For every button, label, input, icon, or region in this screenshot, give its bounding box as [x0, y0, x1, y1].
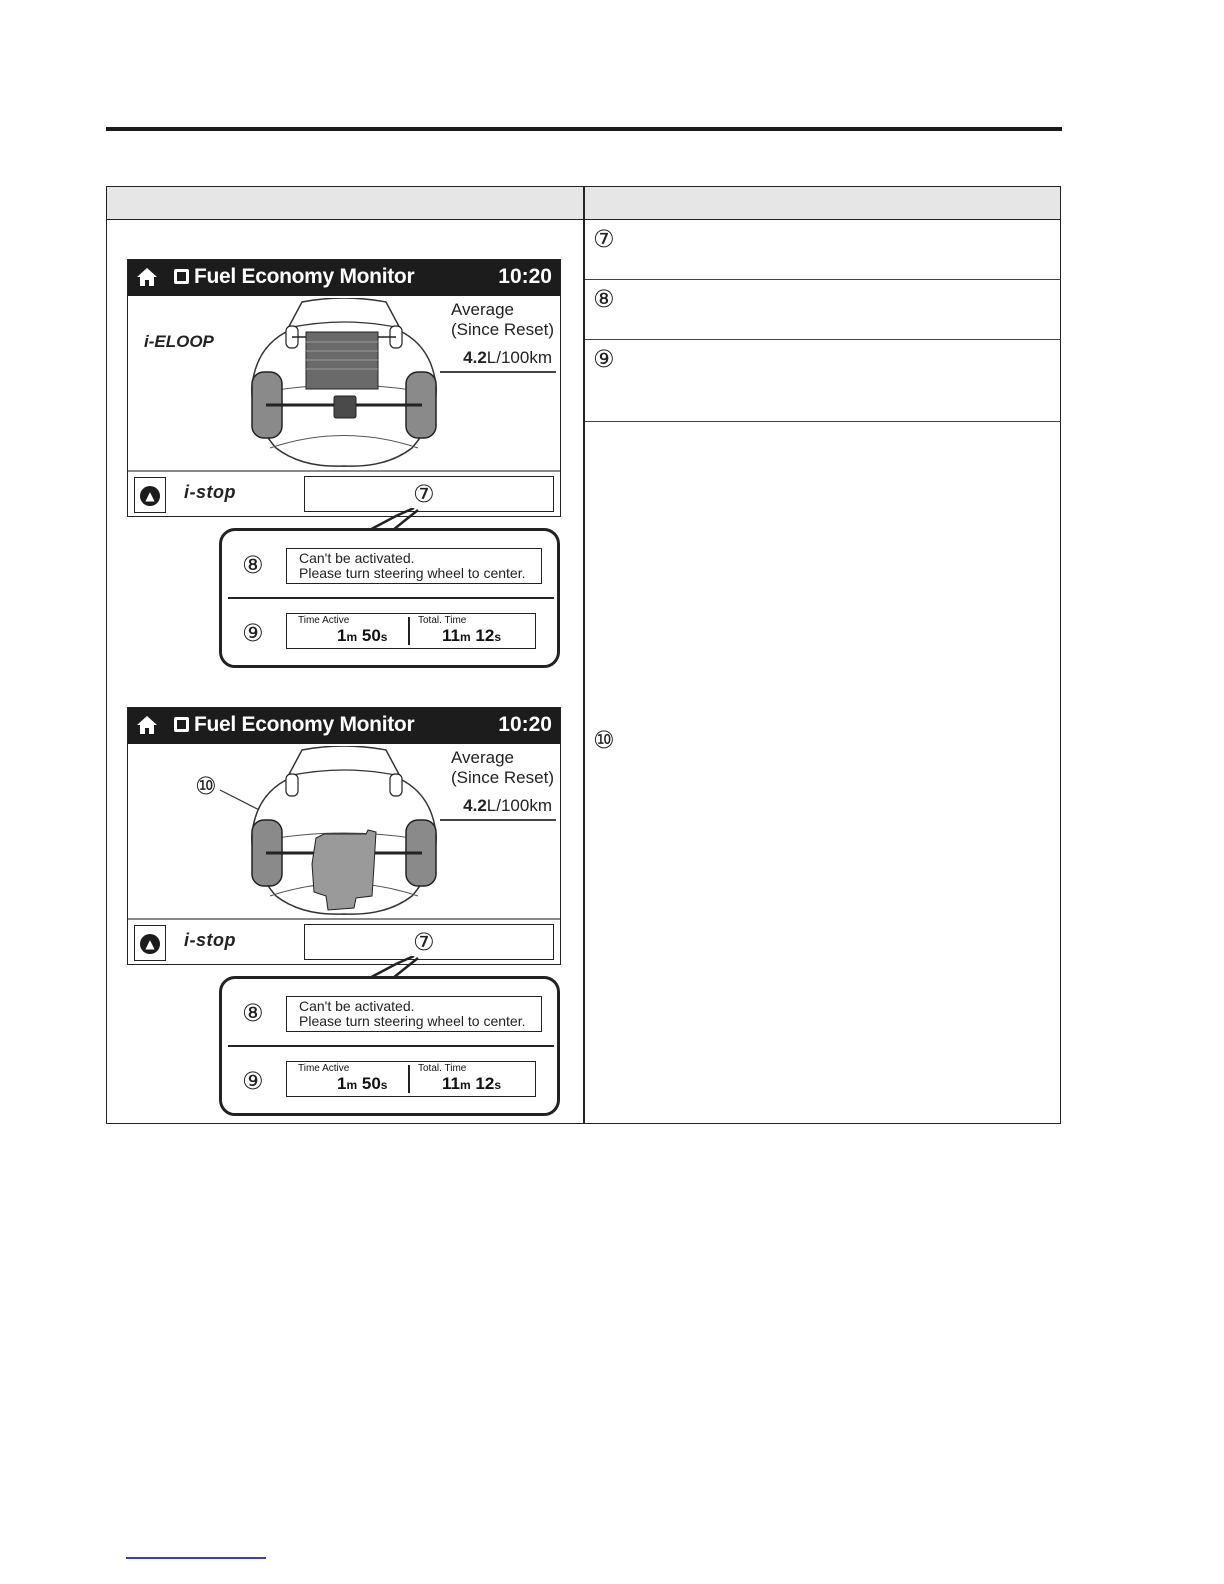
app-icon [174, 717, 189, 732]
time-divider [408, 617, 410, 645]
total-time-label: Total. Time [418, 615, 467, 626]
item-number-7: ⑦ [413, 928, 435, 956]
warning-message: Can't be activated. Please turn steering wheel to center. [286, 548, 542, 584]
item-number-9: ⑨ [242, 619, 264, 647]
clock: 10:20 [498, 265, 552, 288]
time-divider [408, 1065, 410, 1093]
i-stop-detail-callout-1 [219, 528, 560, 668]
item-number-7: ⑦ [593, 225, 615, 253]
average-underline [440, 819, 556, 821]
bottom-divider [128, 918, 560, 920]
average-label: Average (Since Reset) [451, 748, 554, 787]
average-value: 4.2L/100km [463, 796, 552, 815]
chevron-up-icon: ▲ [140, 486, 160, 506]
item-number-10: ⑩ [195, 772, 217, 800]
item-number-8: ⑧ [242, 551, 264, 579]
item-number-10: ⑩ [593, 726, 615, 754]
fuel-economy-screen-2 [127, 707, 561, 965]
title-bar [128, 260, 560, 296]
row-item-10 [585, 422, 1061, 1122]
time-active-value: 1m 50s [337, 1074, 388, 1093]
bottom-divider [128, 470, 560, 472]
i-stop-status-box [304, 476, 554, 512]
total-time-value: 11m 12s [442, 626, 501, 645]
title-bar [128, 708, 560, 744]
callout-divider [228, 597, 554, 599]
car-engine-illustration [246, 746, 442, 920]
time-active-label: Time Active [298, 1063, 350, 1074]
footer-link-line [126, 1557, 266, 1559]
clock: 10:20 [498, 713, 552, 736]
home-icon[interactable] [136, 714, 158, 736]
row-item-9 [585, 340, 1061, 422]
total-time-value: 11m 12s [442, 1074, 501, 1093]
home-icon[interactable] [136, 266, 158, 288]
app-icon [174, 269, 189, 284]
expand-button[interactable] [134, 477, 166, 513]
i-stop-label: i-stop [184, 482, 236, 502]
average-underline [440, 371, 556, 373]
average-value: 4.2L/100km [463, 348, 552, 367]
warning-message: Can't be activated. Please turn steering wheel to center. [286, 996, 542, 1032]
average-label: Average (Since Reset) [451, 300, 554, 339]
screen-title: Fuel Economy Monitor [194, 713, 415, 736]
item-number-7: ⑦ [413, 480, 435, 508]
item-number-9: ⑨ [593, 345, 615, 373]
item-number-8: ⑧ [593, 285, 615, 313]
i-stop-label: i-stop [184, 930, 236, 950]
top-rule [106, 127, 1062, 131]
item-number-8: ⑧ [242, 999, 264, 1027]
expand-button[interactable] [134, 925, 166, 961]
i-eloop-label: i-ELOOP [144, 332, 214, 351]
i-stop-detail-callout-2 [219, 976, 560, 1116]
callout-divider [228, 1045, 554, 1047]
time-display [286, 1061, 536, 1097]
chevron-up-icon: ▲ [140, 934, 160, 954]
screen-title: Fuel Economy Monitor [194, 265, 415, 288]
fuel-economy-screen-1 [127, 259, 561, 517]
time-display [286, 613, 536, 649]
item-number-9: ⑨ [242, 1067, 264, 1095]
row-item-7 [585, 220, 1061, 280]
total-time-label: Total. Time [418, 1063, 467, 1074]
row-item-8 [585, 280, 1061, 340]
time-active-label: Time Active [298, 615, 350, 626]
car-capacitor-illustration [246, 298, 442, 472]
i-stop-status-box [304, 924, 554, 960]
time-active-value: 1m 50s [337, 626, 388, 645]
